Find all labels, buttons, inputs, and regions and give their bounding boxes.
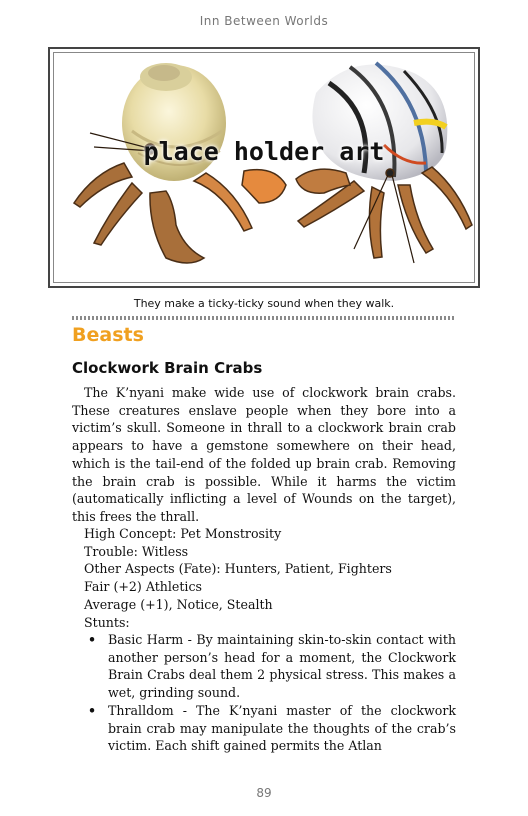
stat-skill-fair: Fair (+2) Athletics	[84, 579, 202, 595]
list-item	[72, 702, 456, 755]
body-paragraph: The K’nyani make wide use of clockwork brain crabs. These creatures enslave people when they bore into a victim’s skull. Someone in thrall to a clockwork brain crab appears to have a gemstone somewhere on their head, which is the tail-end of the folded up brain crab. Removing the brain crab is possible. While it harms the victim (automatically inflicting a level of Wounds on the target), this frees the thrall.	[72, 385, 456, 524]
stunt-text: Basic Harm - By maintaining skin-to-skin contact with another person’s head for a moment, the Clockwork Brain Crabs deal them 2 physical stress. This makes a wet, grinding sound.	[108, 632, 456, 701]
stat-other-aspects: Other Aspects (Fate): Hunters, Patient, Fighters	[84, 561, 392, 577]
section-heading: Beasts	[72, 324, 144, 346]
placeholder-art-label: place holder art	[143, 137, 385, 166]
running-head: Inn Between Worlds	[199, 14, 329, 28]
placeholder-art-image	[53, 52, 475, 283]
list-item	[72, 631, 456, 702]
placeholder-art-frame	[48, 47, 480, 288]
stat-stunts-label: Stunts:	[84, 614, 130, 630]
figure-caption: They make a ticky-ticky sound when they walk.	[133, 297, 395, 310]
bullet-icon: •	[88, 702, 97, 718]
subsection-heading: Clockwork Brain Crabs	[72, 359, 263, 377]
bullet-icon: •	[88, 632, 97, 647]
stat-block	[84, 525, 456, 631]
stat-high-concept: High Concept: Pet Monstrosity	[84, 526, 282, 541]
stunt-text: Thralldom - The K’nyani master of the clockwork brain crab may manipulate the thoughts of the crab’s victim. Each shift gained permits the Atlan	[108, 702, 456, 754]
stunt-list	[72, 631, 456, 755]
dotted-divider	[72, 316, 456, 320]
hermit-crabs-illustration	[54, 53, 475, 283]
stat-trouble: Trouble: Witless	[84, 543, 189, 559]
stat-skill-average: Average (+1), Notice, Stealth	[84, 596, 273, 612]
page-number: 89	[256, 786, 272, 800]
